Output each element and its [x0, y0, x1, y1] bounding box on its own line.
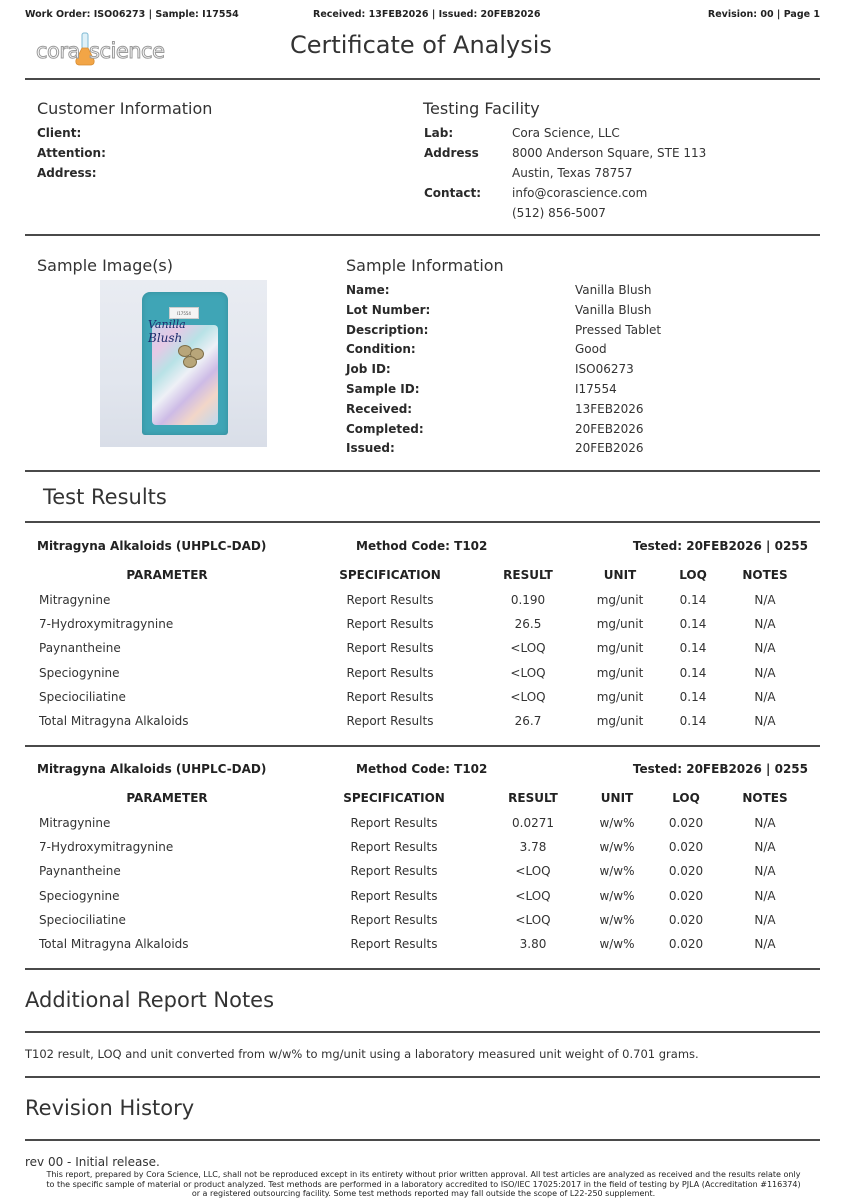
- result-cell: <LOQ: [515, 864, 551, 879]
- handwriting-vanilla: Vanilla: [148, 318, 186, 331]
- parameter-cell: 7-Hydroxymitragynine: [39, 617, 174, 632]
- result-cell: <LOQ: [510, 665, 546, 680]
- notes-cell: N/A: [754, 936, 776, 951]
- pouch: [142, 292, 228, 435]
- parameter-cell: Mitragynine: [39, 816, 111, 830]
- received-issued: Received: 13FEB2026 | Issued: 20FEB2026: [313, 9, 541, 20]
- testing-facility-title: Testing Facility: [423, 99, 540, 118]
- issued-label: Issued:: [346, 441, 395, 456]
- unit-cell: mg/unit: [596, 617, 644, 632]
- notes-cell: N/A: [754, 593, 776, 607]
- result-cell: 3.80: [519, 936, 547, 951]
- divider: [25, 1076, 820, 1078]
- test-results-title: Test Results: [43, 485, 167, 509]
- logo-text-cora: cora: [36, 39, 80, 63]
- notes-cell: N/A: [754, 864, 776, 879]
- received-value: 13FEB2026: [575, 401, 644, 416]
- table-body: [25, 593, 820, 738]
- col-specification: SPECIFICATION: [339, 568, 441, 582]
- col-result: RESULT: [503, 568, 553, 582]
- lab-value: Cora Science, LLC: [512, 126, 620, 140]
- loq-cell: 0.020: [668, 864, 704, 879]
- table-row: [25, 816, 820, 840]
- divider: [25, 78, 820, 80]
- spec-cell: Report Results: [350, 912, 438, 927]
- description-label: Description:: [346, 322, 429, 337]
- lot-number-label: Lot Number:: [346, 302, 431, 317]
- col-unit: UNIT: [603, 568, 637, 582]
- notes-cell: N/A: [754, 840, 776, 855]
- job-id-value: ISO06273: [575, 362, 634, 377]
- client-label: Client:: [37, 126, 82, 140]
- unit-cell: w/w%: [599, 816, 635, 830]
- unit-cell: w/w%: [599, 840, 635, 855]
- col-result: RESULT: [508, 791, 558, 805]
- results-table-w-w-percent: [25, 762, 820, 962]
- spec-cell: Report Results: [346, 665, 434, 680]
- description-value: Pressed Tablet: [575, 322, 662, 337]
- loq-cell: 0.14: [679, 593, 707, 607]
- loq-cell: 0.14: [679, 617, 707, 632]
- notes-cell: N/A: [754, 816, 776, 830]
- parameter-cell: Speciociliatine: [39, 912, 126, 927]
- contact-email[interactable]: info@corascience.com: [512, 186, 648, 200]
- col-loq: LOQ: [672, 791, 700, 805]
- lab-label: Lab:: [424, 126, 454, 140]
- unit-cell: w/w%: [599, 936, 635, 951]
- contact-label: Contact:: [424, 186, 482, 200]
- notes-cell: N/A: [754, 888, 776, 903]
- col-specification: SPECIFICATION: [343, 791, 445, 805]
- revision-history-title: Revision History: [25, 1096, 195, 1120]
- notes-cell: N/A: [754, 641, 776, 656]
- sample-photo[interactable]: [100, 280, 267, 447]
- results-table-mg-unit: [25, 539, 820, 739]
- loq-cell: 0.020: [668, 816, 704, 830]
- table-row: [25, 690, 820, 714]
- divider: [25, 745, 820, 747]
- table-analysis-name: Mitragyna Alkaloids (UHPLC-DAD): [37, 762, 267, 776]
- table-row: [25, 593, 820, 617]
- table-method-code: Method Code: T102: [356, 539, 488, 553]
- result-cell: <LOQ: [515, 912, 551, 927]
- table-analysis-name: Mitragyna Alkaloids (UHPLC-DAD): [37, 539, 267, 553]
- address-label: Address:: [37, 166, 97, 180]
- unit-cell: w/w%: [599, 912, 635, 927]
- table-row: [25, 714, 820, 738]
- received-label: Received:: [346, 401, 413, 416]
- cora-science-logo: [36, 32, 165, 70]
- unit-cell: mg/unit: [596, 689, 644, 704]
- loq-cell: 0.14: [679, 713, 707, 728]
- sample-label-sticker: I17554: [169, 307, 199, 319]
- divider: [25, 521, 820, 523]
- attention-label: Attention:: [37, 146, 106, 160]
- table-row: [25, 913, 820, 937]
- spec-cell: Report Results: [346, 689, 434, 704]
- loq-cell: 0.14: [679, 665, 707, 680]
- parameter-cell: Speciogynine: [39, 665, 120, 680]
- logo-text-science: science: [89, 39, 165, 63]
- additional-notes-title: Additional Report Notes: [25, 988, 275, 1012]
- facility-address-line1: 8000 Anderson Square, STE 113: [512, 146, 707, 160]
- notes-cell: N/A: [754, 617, 776, 632]
- col-unit: UNIT: [600, 791, 634, 805]
- unit-cell: w/w%: [599, 888, 635, 903]
- condition-value: Good: [575, 342, 607, 357]
- result-cell: 0.190: [510, 593, 546, 607]
- lot-number-value: Vanilla Blush: [575, 302, 652, 317]
- divider: [25, 1139, 820, 1141]
- name-label: Name:: [346, 283, 390, 297]
- col-parameter: PARAMETER: [126, 791, 208, 805]
- issued-value: 20FEB2026: [575, 441, 644, 456]
- revision-page: Revision: 00 | Page 1: [707, 9, 820, 20]
- table-row: [25, 840, 820, 864]
- result-cell: 3.78: [519, 840, 547, 855]
- page-title: Certificate of Analysis: [290, 31, 552, 59]
- loq-cell: 0.020: [668, 912, 704, 927]
- sample-id-value: I17554: [575, 381, 617, 396]
- sample-info-title: Sample Information: [346, 256, 504, 275]
- spec-cell: Report Results: [346, 593, 434, 607]
- result-cell: 26.5: [514, 617, 542, 632]
- unit-cell: w/w%: [599, 864, 635, 879]
- table-row: [25, 641, 820, 665]
- notes-cell: N/A: [754, 912, 776, 927]
- divider: [25, 234, 820, 236]
- facility-address-line2: Austin, Texas 78757: [512, 166, 633, 180]
- result-cell: 26.7: [514, 713, 542, 728]
- col-notes: NOTES: [742, 568, 788, 582]
- spec-cell: Report Results: [346, 617, 434, 632]
- condition-label: Condition:: [346, 342, 416, 357]
- parameter-cell: Paynantheine: [39, 641, 121, 656]
- table-body: [25, 816, 820, 961]
- notes-cell: N/A: [754, 713, 776, 728]
- parameter-cell: Speciociliatine: [39, 689, 126, 704]
- spec-cell: Report Results: [350, 816, 438, 830]
- tablet: [183, 356, 197, 368]
- spec-cell: Report Results: [350, 840, 438, 855]
- spec-cell: Report Results: [350, 936, 438, 951]
- work-order-sample: Work Order: ISO06273 | Sample: I17554: [25, 9, 239, 20]
- footer-line-2: to the specific sample of material or product analyzed. Test methods are performed in a laboratory accredited to ISO/IEC 17025:2017 in the field of testing by PJLA (Accreditation #116374): [46, 1179, 801, 1189]
- spec-cell: Report Results: [346, 641, 434, 656]
- spec-cell: Report Results: [350, 864, 438, 879]
- unit-cell: mg/unit: [596, 593, 644, 607]
- unit-cell: mg/unit: [596, 713, 644, 728]
- parameter-cell: Mitragynine: [39, 593, 111, 607]
- parameter-cell: Total Mitragyna Alkaloids: [39, 936, 189, 951]
- table-tested-date: Tested: 20FEB2026 | 0255: [632, 539, 808, 553]
- sample-id-label: Sample ID:: [346, 381, 420, 396]
- col-notes: NOTES: [742, 791, 788, 805]
- table-row: [25, 937, 820, 961]
- customer-info-title: Customer Information: [37, 99, 213, 118]
- parameter-cell: Paynantheine: [39, 864, 121, 879]
- result-cell: <LOQ: [515, 888, 551, 903]
- footer-disclaimer: [25, 1170, 822, 1199]
- completed-value: 20FEB2026: [575, 421, 644, 436]
- parameter-cell: Speciogynine: [39, 888, 120, 903]
- loq-cell: 0.020: [668, 888, 704, 903]
- table-row: [25, 617, 820, 641]
- completed-label: Completed:: [346, 421, 424, 436]
- result-cell: <LOQ: [510, 641, 546, 656]
- facility-address-label: Address: [424, 146, 479, 160]
- divider: [25, 968, 820, 970]
- notes-cell: N/A: [754, 689, 776, 704]
- spec-cell: Report Results: [346, 713, 434, 728]
- footer-line-1: This report, prepared by Cora Science, LLC, shall not be reproduced except in its entirety without prior written approval. All test articles are analyzed as received and the results relate only: [46, 1170, 801, 1179]
- additional-notes-text: T102 result, LOQ and unit converted from w/w% to mg/unit using a laboratory measured unit weight of 0.701 grams.: [25, 1047, 699, 1061]
- col-loq: LOQ: [679, 568, 707, 582]
- result-cell: 0.0271: [512, 816, 554, 830]
- job-id-label: Job ID:: [346, 362, 391, 377]
- revision-entry: rev 00 - Initial release.: [25, 1155, 160, 1169]
- handwriting-blush: Blush: [148, 331, 183, 345]
- table-row: [25, 864, 820, 888]
- loq-cell: 0.14: [679, 641, 707, 656]
- notes-cell: N/A: [754, 665, 776, 680]
- divider: [25, 1031, 820, 1033]
- divider: [25, 470, 820, 472]
- loq-cell: 0.020: [668, 936, 704, 951]
- table-row: [25, 666, 820, 690]
- unit-cell: mg/unit: [596, 641, 644, 656]
- col-parameter: PARAMETER: [126, 568, 208, 582]
- loq-cell: 0.14: [679, 689, 707, 704]
- table-method-code: Method Code: T102: [356, 762, 488, 776]
- sample-images-title: Sample Image(s): [37, 256, 174, 275]
- parameter-cell: Total Mitragyna Alkaloids: [39, 713, 189, 728]
- table-tested-date: Tested: 20FEB2026 | 0255: [632, 762, 808, 776]
- contact-phone: (512) 856-5007: [512, 206, 606, 220]
- name-value: Vanilla Blush: [575, 283, 652, 297]
- table-row: [25, 889, 820, 913]
- result-cell: <LOQ: [510, 689, 546, 704]
- footer-line-3: or a registered outsourcing facility. Some test methods reported may fall outside the scope of L22-250 supplement.: [191, 1189, 656, 1198]
- spec-cell: Report Results: [350, 888, 438, 903]
- unit-cell: mg/unit: [596, 665, 644, 680]
- loq-cell: 0.020: [668, 840, 704, 855]
- parameter-cell: 7-Hydroxymitragynine: [39, 840, 174, 855]
